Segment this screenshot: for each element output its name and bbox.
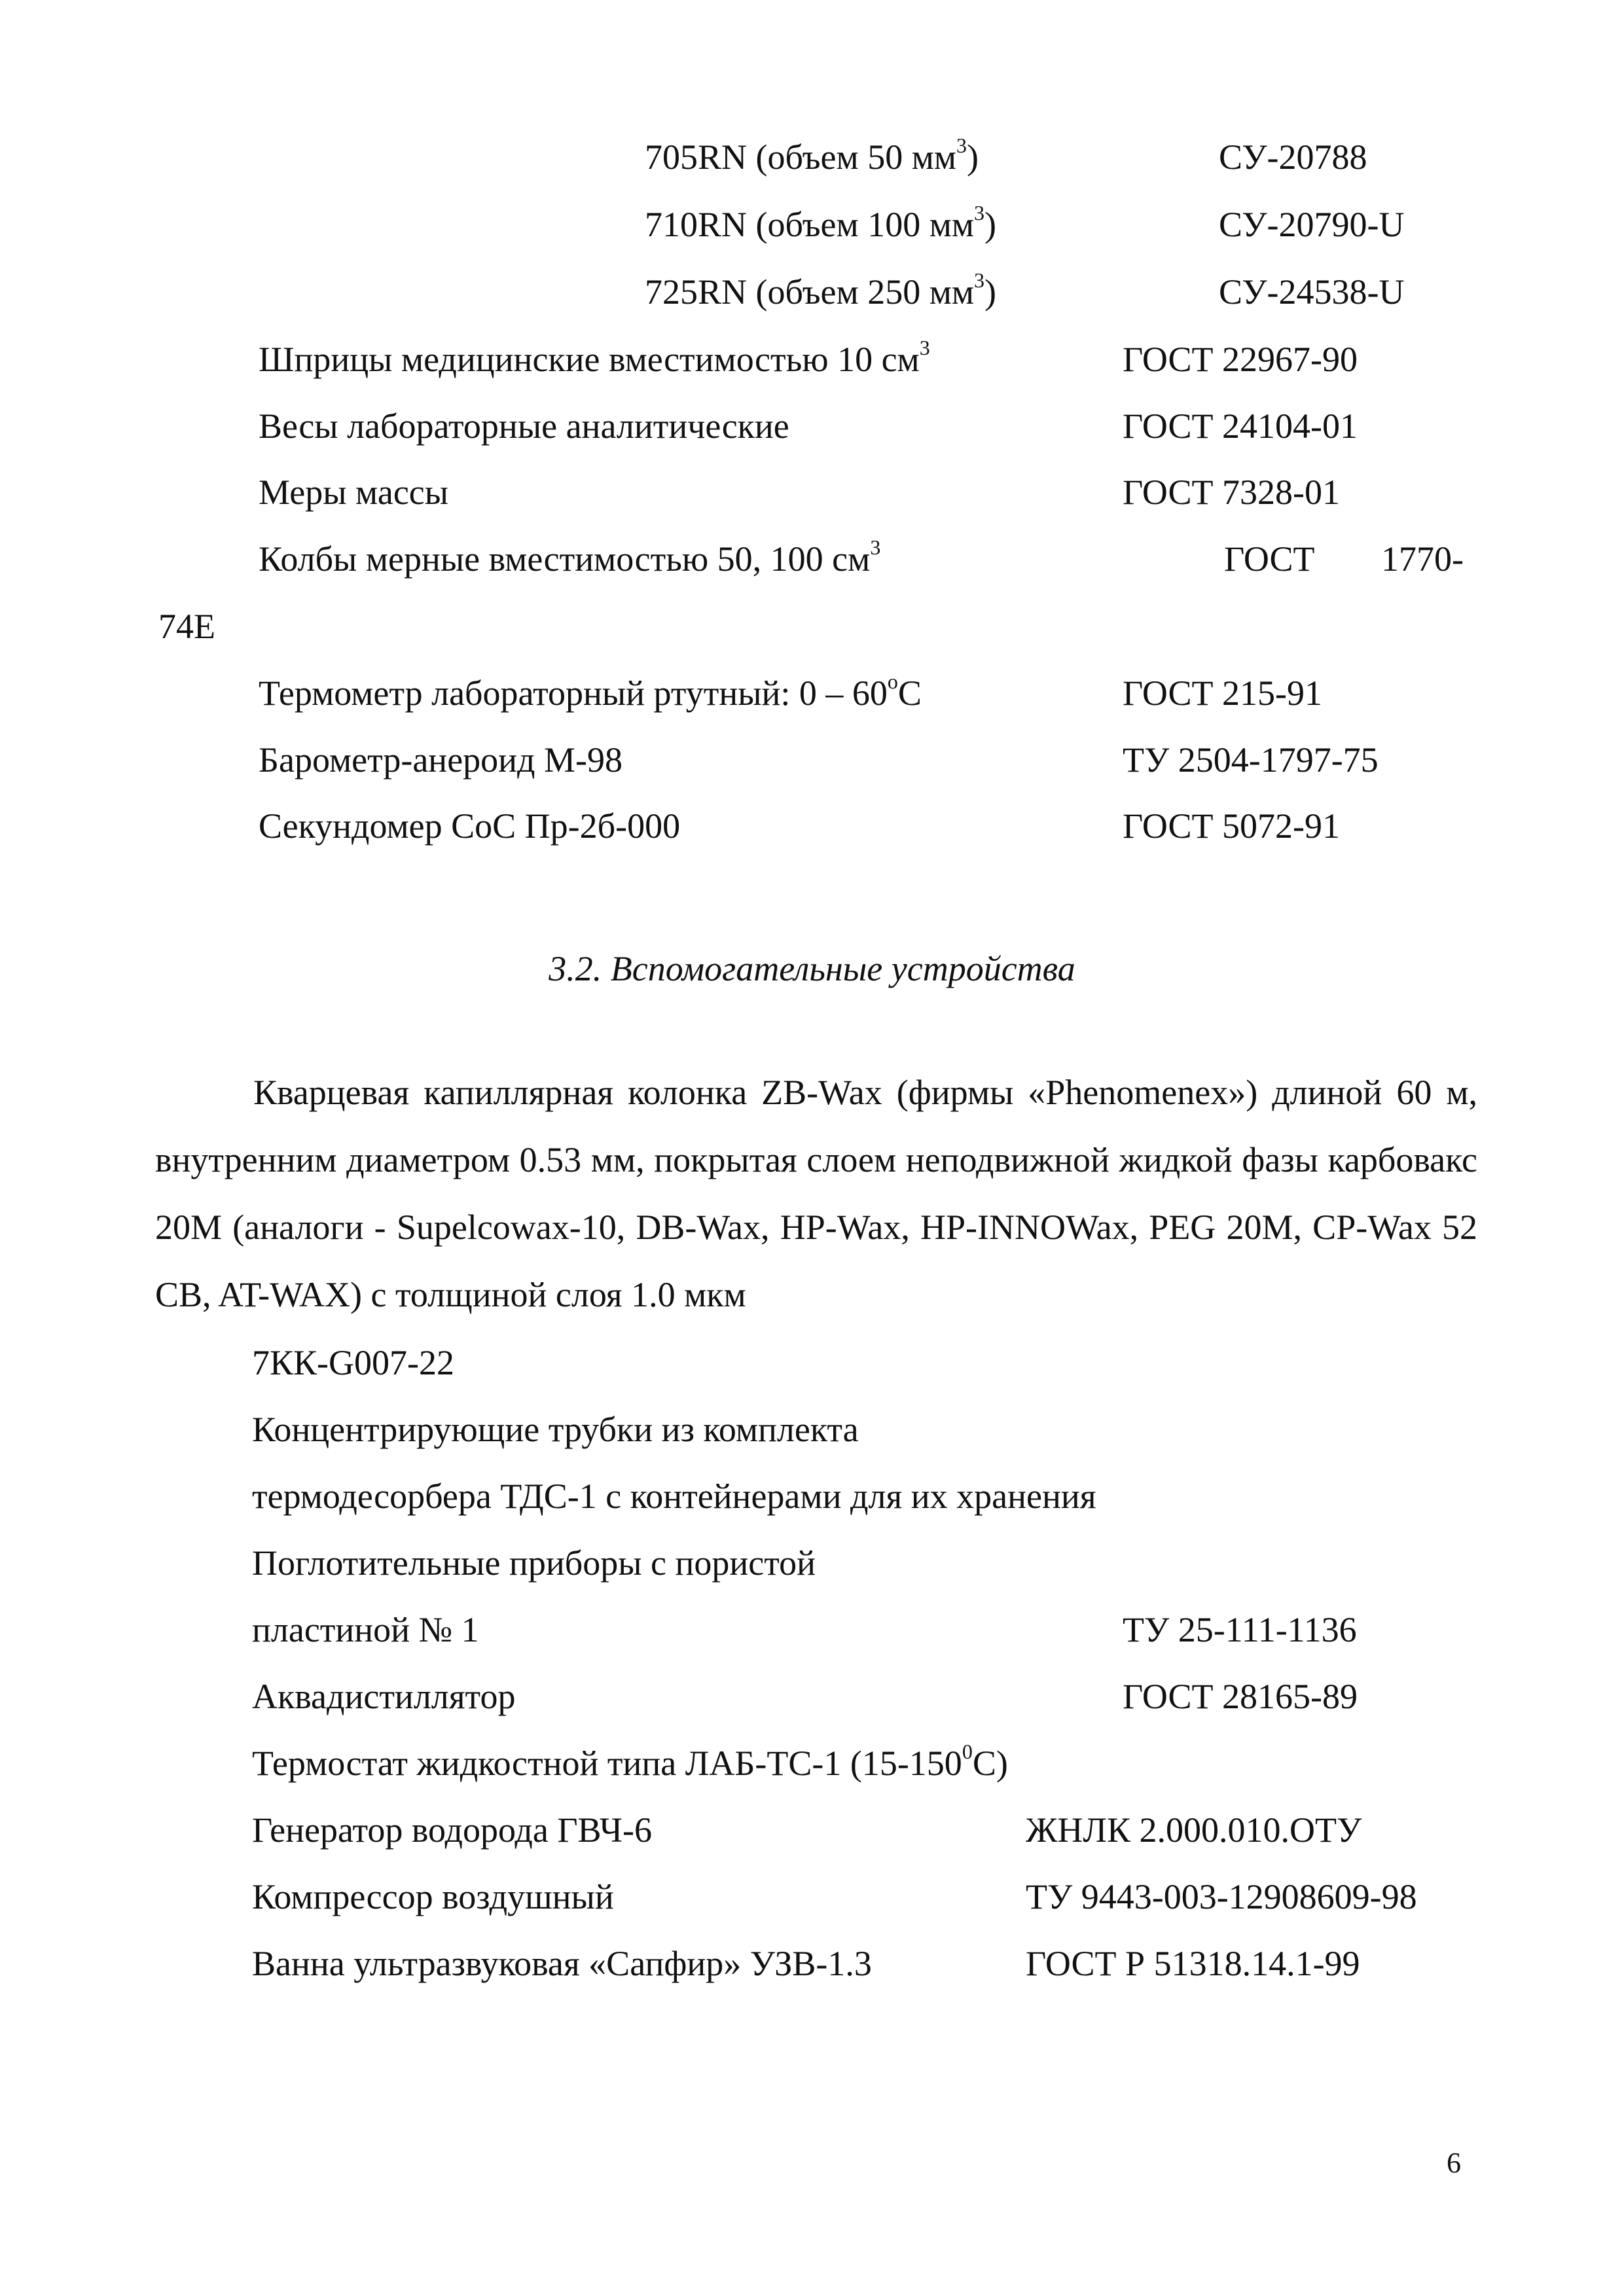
auxiliary-item-ref: ЖНЛК 2.000.010.ОТУ — [1026, 1810, 1362, 1850]
auxiliary-item-ref: ГОСТ Р 51318.14.1-99 — [1026, 1944, 1360, 1983]
equipment-item-ref: ГОСТ — [1224, 539, 1315, 579]
auxiliary-item-ref: ГОСТ 28165-89 — [1123, 1677, 1358, 1716]
equipment-item-ref-continuation: 74Е — [158, 607, 215, 646]
auxiliary-item-name: Поглотительные приборы с пористой — [252, 1543, 816, 1583]
equipment-item-ref: 1770- — [1381, 539, 1464, 579]
equipment-item-ref: ГОСТ 215-91 — [1123, 673, 1323, 713]
auxiliary-item-name: пластиной № 1 — [252, 1610, 479, 1649]
auxiliary-item-name: Концентрирующие трубки из комплекта — [252, 1410, 859, 1449]
equipment-item-ref: СУ-20788 — [1219, 137, 1367, 177]
equipment-item-name: Барометр-анероид М-98 — [259, 740, 623, 780]
auxiliary-item-name: 7КК-G007-22 — [252, 1343, 454, 1382]
auxiliary-item-name: Термостат жидкостной типа ЛАБ-ТС-1 $(15-150^0С)$ — [252, 1740, 1008, 1783]
auxiliary-item-name: Аквадистиллятор — [252, 1677, 516, 1716]
equipment-item-ref: СУ-20790-U — [1219, 205, 1405, 244]
section-heading: 3.2. Вспомогательные устройства — [549, 949, 1075, 988]
auxiliary-item-name: Компрессор воздушный — [252, 1877, 614, 1916]
equipment-item-name: 725RN (объем 250 $мм^3$) — [645, 268, 997, 312]
equipment-item-ref: ГОСТ 7328-01 — [1123, 473, 1341, 512]
equipment-item-name: Шприцы медицинские вместимостью 10 $см^3$ — [259, 336, 930, 379]
equipment-item-name: 705RN (объем 50 $мм^3$) — [645, 134, 979, 177]
equipment-item-ref: ТУ 2504-1797-75 — [1123, 740, 1379, 780]
auxiliary-item-ref: ТУ 9443-003-12908609-98 — [1026, 1877, 1417, 1916]
equipment-item-name: Весы лабораторные аналитические — [259, 406, 789, 446]
equipment-item-name: Секундомер СоС Пр-2б-000 — [259, 806, 681, 846]
equipment-item-name: Меры массы — [259, 473, 449, 512]
equipment-item-name: 710RN (объем 100 $мм^3$) — [645, 201, 997, 244]
equipment-item-ref: ГОСТ 5072-91 — [1123, 806, 1341, 846]
equipment-item-name: Термометр лабораторный ртутный: $0 - 60^оС$ — [259, 670, 922, 713]
equipment-item-name: Колбы мерные вместимостью 50, 100 $см^3$ — [259, 535, 881, 579]
page-number: 6 — [1447, 2147, 1461, 2179]
column-description-paragraph: Кварцевая капиллярная колонка ZB-Wax (фирмы «Phenomenex») длиной 60 м, внутренним диаметром 0.53 мм, покрытая слоем неподвижной жидкой фазы карбовакс 20М (аналоги - Supelcowax-10, DB-Wax, HP-Wax, HP-INNOWax, PEG 20M, CP-Wax 52 CB, AT-WAX) с толщиной слоя 1.0 мкм — [155, 1073, 1477, 1314]
auxiliary-item-ref: ТУ 25-111-1136 — [1123, 1610, 1357, 1649]
equipment-item-ref: СУ-24538-U — [1219, 272, 1405, 312]
equipment-item-ref: ГОСТ 22967-90 — [1123, 340, 1358, 379]
equipment-item-ref: ГОСТ 24104-01 — [1123, 406, 1358, 446]
auxiliary-item-name: Ванна ультразвуковая «Сапфир» УЗВ-1.3 — [252, 1944, 872, 1983]
auxiliary-item-name: термодесорбера ТДС-1 с контейнерами для их хранения — [252, 1477, 1096, 1516]
auxiliary-item-name: Генератор водорода ГВЧ-6 — [252, 1810, 652, 1850]
